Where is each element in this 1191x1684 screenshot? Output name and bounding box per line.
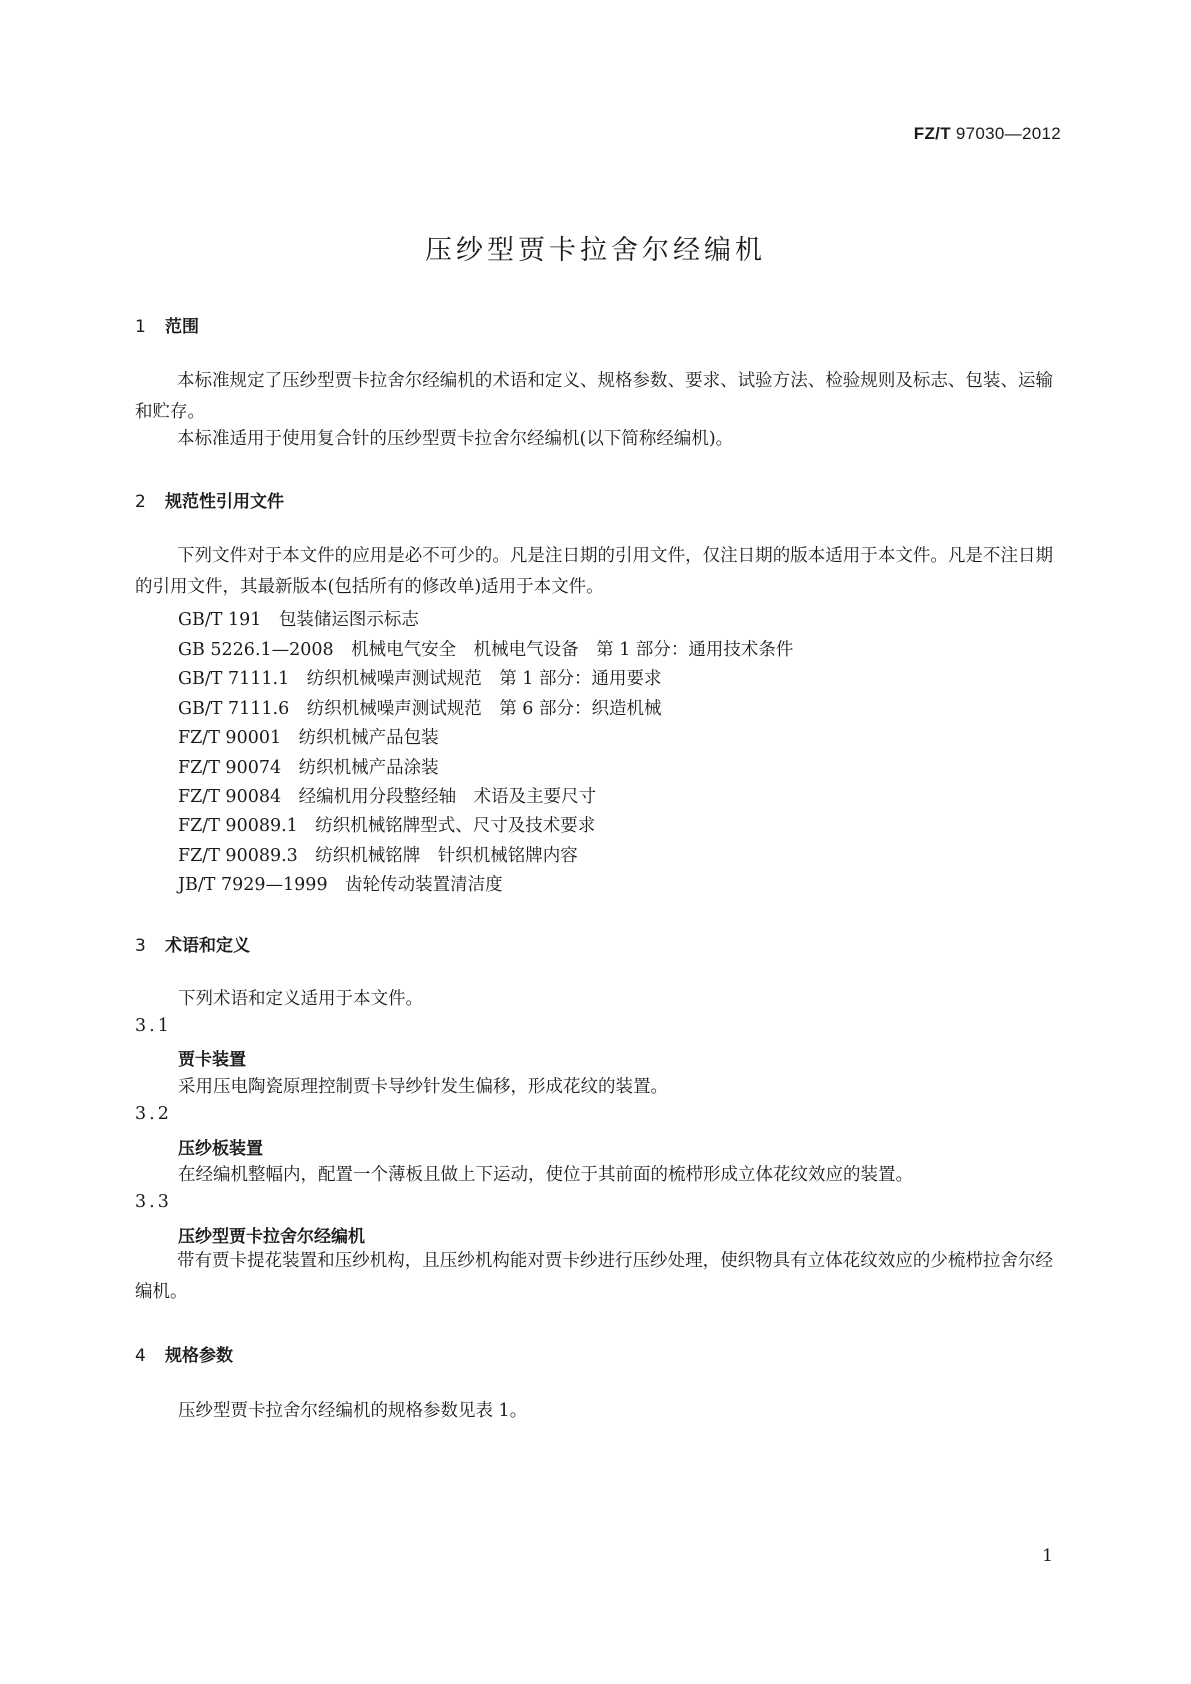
reference-item: FZ/T 90074 纺织机械产品涂装 [178, 758, 439, 778]
term-name: 压纱型贾卡拉舍尔经编机 [178, 1227, 365, 1247]
section-heading-1 [135, 312, 199, 337]
paragraph: 本标准规定了压纱型贾卡拉舍尔经编机的术语和定义、规格参数、要求、试验方法、检验规则及标志、包装、运输和贮存。 [135, 371, 1053, 422]
section-number: 4 [135, 1346, 146, 1366]
term-definition: 在经编机整幅内，配置一个薄板且做上下运动，使位于其前面的梳栉形成立体花纹效应的装置。 [178, 1165, 913, 1185]
term-name: 贾卡装置 [178, 1050, 246, 1070]
paragraph: 本标准适用于使用复合针的压纱型贾卡拉舍尔经编机(以下简称经编机)。 [177, 429, 734, 449]
term-definition: 采用压电陶瓷原理控制贾卡导纱针发生偏移，形成花纹的装置。 [178, 1077, 668, 1097]
reference-item: GB/T 7111.6 纺织机械噪声测试规范 第 6 部分：织造机械 [178, 699, 662, 719]
standard-prefix: FZ/T [913, 124, 951, 143]
standard-number [914, 124, 1061, 144]
term-definition: 带有贾卡提花装置和压纱机构，且压纱机构能对贾卡纱进行压纱处理，使织物具有立体花纹效应的少梳栉拉舍尔经编机。 [135, 1251, 1053, 1302]
document-title: 压纱型贾卡拉舍尔经编机 [425, 235, 766, 266]
page-number: 1 [1042, 1546, 1053, 1566]
section-heading-2 [135, 487, 284, 512]
section-title: 规格参数 [165, 1346, 233, 1366]
standard-code: 97030—2012 [955, 124, 1061, 143]
paragraph: 压纱型贾卡拉舍尔经编机的规格参数见表 1。 [178, 1401, 528, 1421]
term-name: 压纱板装置 [178, 1139, 263, 1159]
section-title: 规范性引用文件 [165, 492, 284, 512]
term-number: 3.1 [135, 1016, 172, 1036]
reference-item: GB 5226.1—2008 机械电气安全 机械电气设备 第 1 部分：通用技术条件 [178, 640, 794, 660]
reference-item: FZ/T 90089.3 纺织机械铭牌 针织机械铭牌内容 [178, 846, 578, 866]
reference-item: JB/T 7929—1999 齿轮传动装置清洁度 [178, 875, 503, 895]
reference-item: GB/T 191 包装储运图示标志 [178, 610, 419, 630]
term-number: 3.3 [135, 1192, 172, 1212]
reference-item: FZ/T 90001 纺织机械产品包装 [178, 728, 439, 748]
reference-item: GB/T 7111.1 纺织机械噪声测试规范 第 1 部分：通用要求 [178, 669, 662, 689]
section-heading-3 [135, 931, 250, 956]
paragraph: 下列文件对于本文件的应用是必不可少的。凡是注日期的引用文件，仅注日期的版本适用于本文件。凡是不注日期的引用文件，其最新版本(包括所有的修改单)适用于本文件。 [135, 546, 1053, 597]
section-title: 术语和定义 [165, 936, 250, 956]
term-number: 3.2 [135, 1104, 172, 1124]
section-heading-4 [135, 1341, 233, 1366]
reference-item: FZ/T 90084 经编机用分段整经轴 术语及主要尺寸 [178, 787, 597, 807]
section-number: 3 [135, 936, 146, 956]
section-number: 1 [135, 317, 146, 337]
section-number: 2 [135, 492, 146, 512]
reference-item: FZ/T 90089.1 纺织机械铭牌型式、尺寸及技术要求 [178, 816, 596, 836]
section-title: 范围 [165, 317, 199, 337]
paragraph: 下列术语和定义适用于本文件。 [178, 989, 423, 1009]
